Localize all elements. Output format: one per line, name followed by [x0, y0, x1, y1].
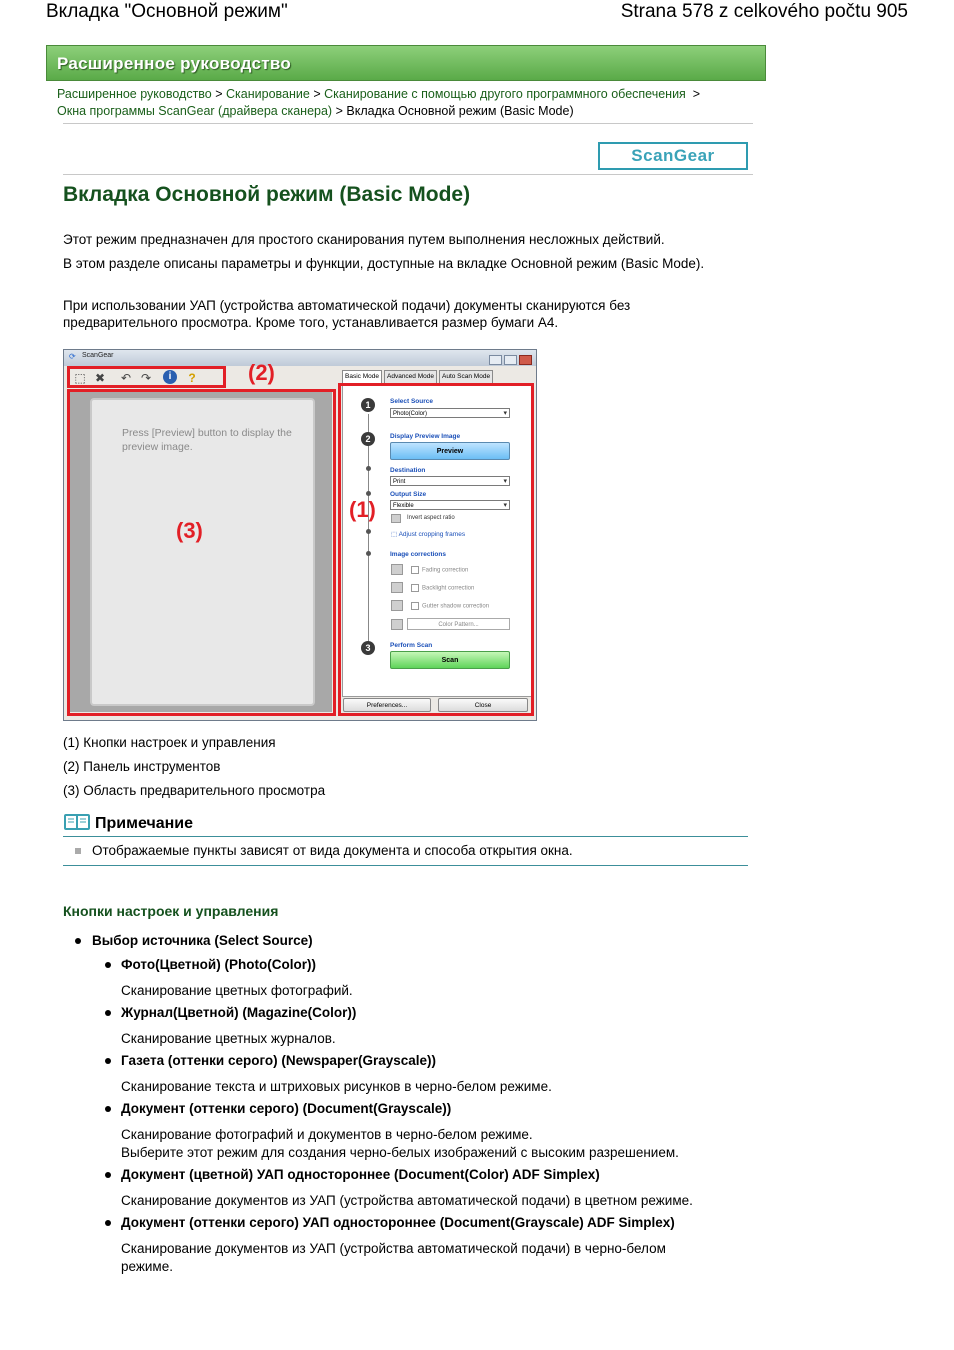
step-3-icon: 3: [361, 641, 375, 655]
option-document-color-adf: Документ (цветной) УАП одностороннее (Document(Color) ADF Simplex): [121, 1167, 600, 1182]
maximize-icon[interactable]: [504, 355, 517, 365]
option-document-grayscale-desc-2: Выберите этот режим для создания черно-белых изображений с высоким разрешением.: [121, 1145, 679, 1160]
page-header-title: Вкладка "Основной режим": [46, 1, 288, 22]
label-2: (2): [248, 360, 275, 385]
breadcrumb-separator: >: [692, 87, 701, 101]
close-button[interactable]: Close: [438, 698, 528, 712]
rotate-left-icon[interactable]: ↶: [120, 371, 132, 385]
window-titlebar: [64, 350, 536, 366]
banner-title: Расширенное руководство: [57, 54, 292, 73]
intro-paragraph-1: Этот режим предназначен для простого сканирования путем выполнения несложных действий.: [63, 232, 665, 247]
option-document-color-adf-desc: Сканирование документов из УАП (устройства автоматической подачи) в цветном режиме.: [121, 1193, 693, 1208]
backlight-correction-label: Backlight correction: [422, 585, 475, 592]
option-newspaper-grayscale-desc: Сканирование текста и штриховых рисунков в черно-белом режиме.: [121, 1079, 552, 1094]
display-preview-label: Display Preview Image: [390, 433, 461, 440]
option-photo-color: Фото(Цветной) (Photo(Color)): [121, 957, 316, 972]
destination-label: Destination: [390, 467, 426, 474]
section-title: Кнопки настроек и управления: [63, 903, 279, 919]
minimize-icon[interactable]: [489, 355, 502, 365]
breadcrumb-link-scanning[interactable]: Сканирование: [226, 87, 310, 101]
option-newspaper-grayscale: Газета (оттенки серого) (Newspaper(Grayscale)): [121, 1053, 436, 1068]
rotate-right-icon[interactable]: ↷: [140, 371, 152, 385]
legend-item-1: (1) Кнопки настроек и управления: [63, 735, 276, 750]
breadcrumb: [57, 86, 747, 120]
label-1: (1): [349, 497, 376, 522]
option-magazine-color: Журнал(Цветной) (Magazine(Color)): [121, 1005, 357, 1020]
crop-icon[interactable]: ⬚: [74, 371, 86, 385]
breadcrumb-link-guide[interactable]: Расширенное руководство: [57, 87, 212, 101]
preview-hint: Press [Preview] button to display the preview image.: [122, 427, 292, 453]
option-document-grayscale: Документ (оттенки серого) (Document(Grayscale)): [121, 1101, 452, 1116]
app-icon: ⟳: [69, 352, 76, 361]
settings-highlight: [338, 383, 534, 716]
preview-highlight: [67, 389, 336, 716]
guide-banner: [46, 45, 766, 81]
option-document-grayscale-adf-desc: Сканирование документов из УАП (устройства автоматической подачи) в черно-белом режиме.: [121, 1241, 666, 1274]
output-size-label: Output Size: [390, 491, 427, 498]
adjust-cropping-link[interactable]: ⬚ Adjust cropping frames: [391, 531, 466, 538]
destination-dropdown[interactable]: Print ▾: [390, 476, 510, 486]
info-icon[interactable]: i: [163, 370, 177, 384]
fading-correction-label: Fading correction: [422, 567, 469, 574]
breadcrumb-separator: >: [335, 104, 343, 118]
scangear-screenshot: [63, 349, 537, 721]
color-pattern-button[interactable]: Color Pattern...: [407, 618, 510, 630]
option-document-grayscale-desc: Сканирование фотографий и документов в черно-белом режиме.: [121, 1127, 533, 1142]
legend-item-3: (3) Область предварительного просмотра: [63, 783, 326, 798]
legend-item-2: (2) Панель инструментов: [63, 759, 221, 774]
note-book-icon: [63, 812, 91, 832]
select-source-label: Select Source: [390, 398, 433, 405]
note-title: Примечание: [95, 815, 194, 832]
output-size-dropdown[interactable]: Flexible ▾: [390, 500, 510, 510]
intro-paragraph-3: При использовании УАП (устройства автоматической подачи) документы сканируются без предварительного просмотра. Кроме того, устанавливается размер бумаги A4.: [63, 298, 631, 330]
toolbar-highlight: [67, 366, 226, 388]
breadcrumb-separator: >: [313, 87, 321, 101]
preview-button[interactable]: Preview: [390, 442, 510, 460]
note-header: [63, 812, 748, 837]
option-magazine-color-desc: Сканирование цветных журналов.: [121, 1031, 336, 1046]
select-source-heading: Выбор источника (Select Source): [92, 933, 313, 948]
breadcrumb-link-scangear-windows[interactable]: Окна программы ScanGear (драйвера сканера): [57, 104, 333, 118]
breadcrumb-current: Вкладка Основной режим (Basic Mode): [346, 104, 574, 118]
option-document-grayscale-adf: Документ (оттенки серого) УАП одностороннее (Document(Grayscale) ADF Simplex): [121, 1215, 675, 1230]
preferences-button[interactable]: Preferences...: [343, 698, 431, 712]
image-corrections-label: Image corrections: [390, 551, 446, 558]
gutter-shadow-label: Gutter shadow correction: [422, 603, 490, 610]
tab-auto-scan-mode[interactable]: Auto Scan Mode: [439, 370, 493, 384]
option-photo-color-desc: Сканирование цветных фотографий.: [121, 983, 353, 998]
label-3: (3): [176, 518, 203, 543]
page-counter: Strana 578 z celkového počtu 905: [620, 1, 908, 22]
close-icon[interactable]: [519, 355, 532, 365]
perform-scan-label: Perform Scan: [390, 642, 433, 649]
scan-button[interactable]: Scan: [390, 651, 510, 669]
select-source-dropdown[interactable]: Photo(Color) ▾: [390, 408, 510, 418]
remove-crop-icon[interactable]: ✖: [94, 371, 106, 385]
intro-paragraph-2: В этом разделе описаны параметры и функции, доступные на вкладке Основной режим (Basic Mode).: [63, 256, 705, 271]
page-title: Вкладка Основной режим (Basic Mode): [63, 183, 471, 206]
divider: [63, 174, 753, 175]
window-title: ScanGear: [82, 352, 114, 359]
scangear-badge-label: ScanGear: [631, 146, 715, 165]
step-1-icon: 1: [361, 398, 375, 412]
help-icon[interactable]: ?: [188, 371, 196, 385]
adjust-cropping-label: Adjust cropping frames: [398, 531, 466, 538]
step-2-icon: 2: [361, 432, 375, 446]
breadcrumb-link-other-software[interactable]: Сканирование с помощью другого программного обеспечения: [324, 87, 686, 101]
note-bullet-icon: [75, 848, 81, 854]
note-text: Отображаемые пункты зависят от вида документа и способа открытия окна.: [92, 843, 573, 858]
invert-aspect-label: Invert aspect ratio: [407, 515, 455, 521]
tab-advanced-mode[interactable]: Advanced Mode: [384, 370, 437, 384]
breadcrumb-separator: >: [215, 87, 223, 101]
note-body: [63, 838, 748, 866]
scangear-badge: [598, 142, 748, 170]
divider: [63, 123, 753, 124]
tab-basic-mode[interactable]: Basic Mode: [342, 370, 382, 384]
